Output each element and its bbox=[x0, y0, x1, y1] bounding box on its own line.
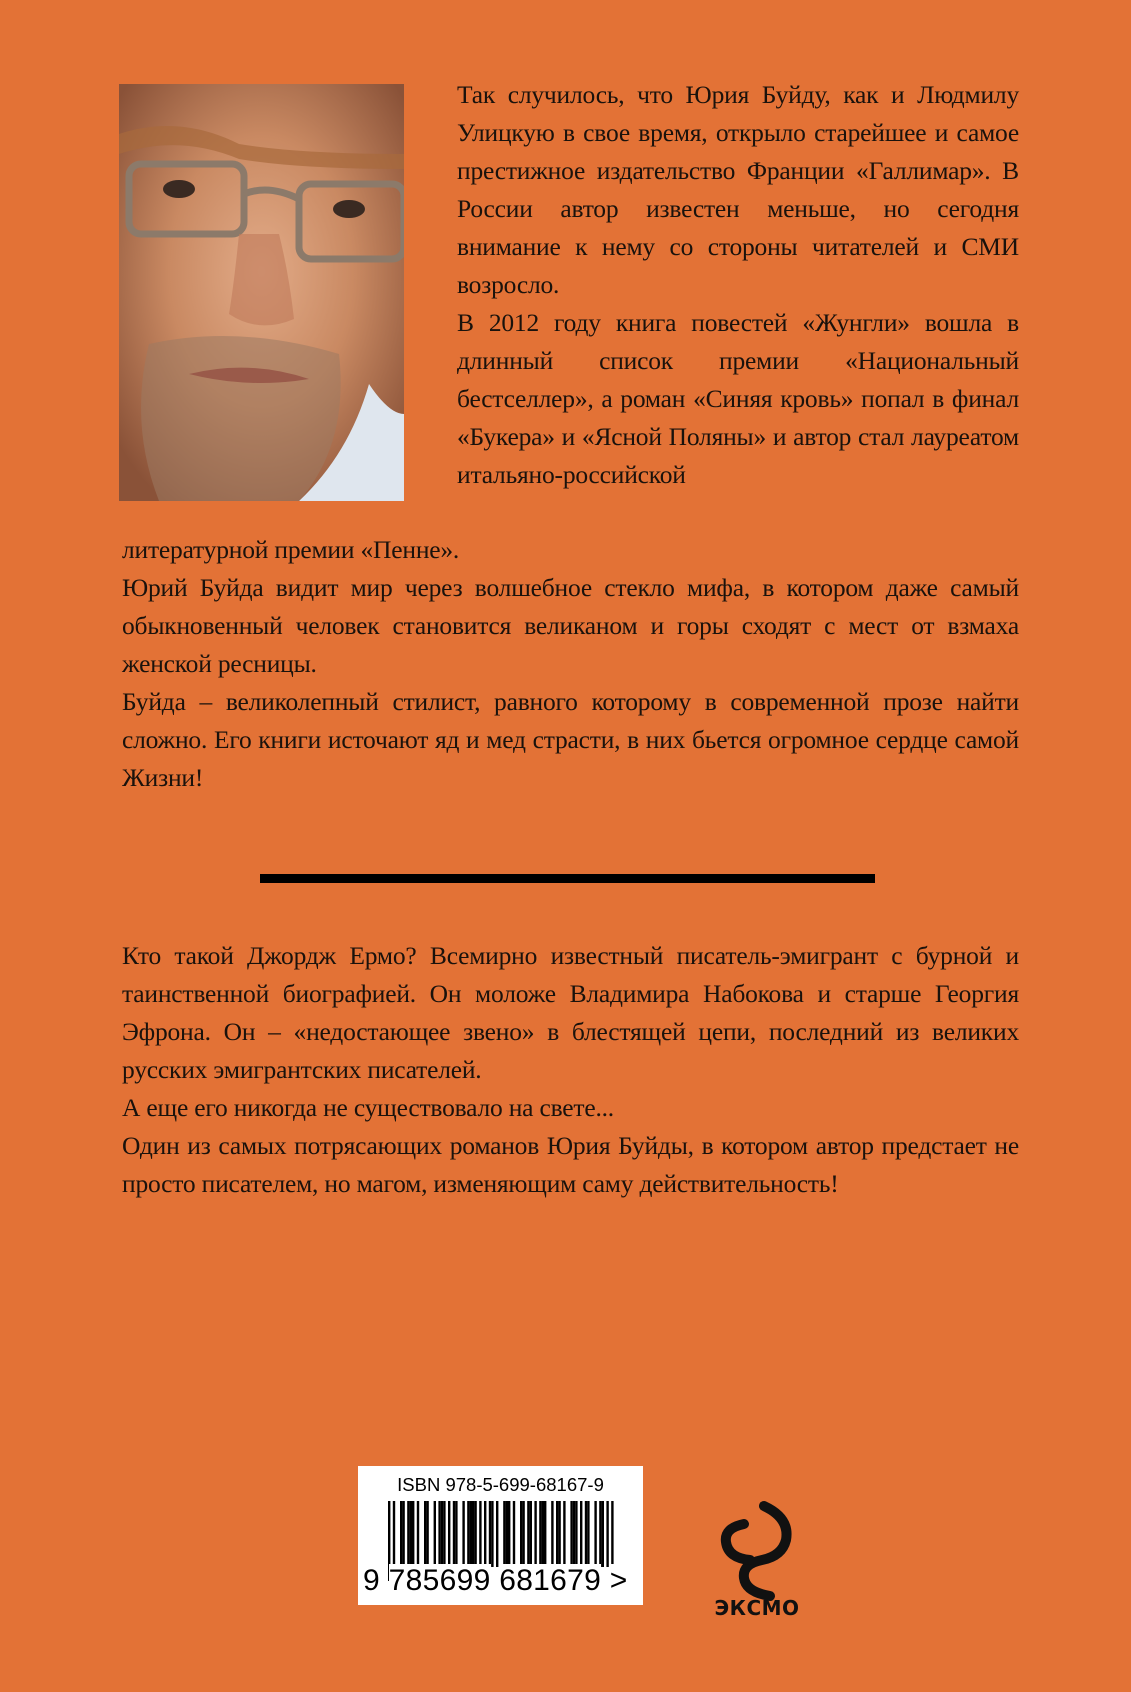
ean-first-digit: 9 bbox=[363, 1564, 380, 1597]
barcode-bar bbox=[599, 1501, 601, 1567]
barcode-bar bbox=[551, 1501, 553, 1567]
barcode-bar bbox=[556, 1501, 558, 1567]
barcode-bar bbox=[426, 1501, 428, 1567]
barcode-bar bbox=[484, 1501, 486, 1567]
barcode-bar bbox=[407, 1501, 409, 1567]
barcode-bar bbox=[424, 1501, 426, 1567]
barcode-bar bbox=[580, 1501, 582, 1567]
barcode-bar bbox=[470, 1501, 472, 1567]
barcode-bar bbox=[575, 1501, 577, 1567]
barcode-bar bbox=[474, 1501, 476, 1567]
barcode-bar bbox=[412, 1501, 414, 1567]
blurb-paragraph: В 2012 году книга повестей «Жунгли» вошла в длинный список премии «Национальный бестселлер», а роман «Синяя кровь» попал в финал «Букера» и «Ясной Поляны» и автор стал лауреатом итальяно-российской bbox=[457, 308, 1019, 489]
blurb-paragraph: Юрий Буйда видит мир через волшебное стекло мифа, в котором даже самый обыкновенный человек становится великаном и горы сходят с мест от взмаха женской ресницы. bbox=[122, 573, 1019, 678]
barcode-bar bbox=[448, 1501, 450, 1567]
barcode-bar bbox=[434, 1501, 436, 1567]
barcode-bar bbox=[513, 1501, 515, 1567]
barcode-bar bbox=[539, 1501, 541, 1567]
ean-digits bbox=[363, 1564, 643, 1598]
barcode-bar bbox=[508, 1501, 510, 1567]
barcode-bar bbox=[587, 1501, 589, 1567]
publisher-logo bbox=[712, 1488, 802, 1618]
isbn-label: ISBN 978-5-699-68167-9 bbox=[397, 1474, 604, 1495]
barcode-bar bbox=[402, 1501, 404, 1567]
section-divider bbox=[260, 874, 875, 883]
barcode-bar bbox=[534, 1501, 536, 1567]
ean-group-2: 681679 bbox=[499, 1564, 602, 1597]
blurb-paragraph: Кто такой Джордж Ермо? Всемирно известный писатель-эмигрант с бурной и таинственной биографией. Он моложе Владимира Набокова и старше Георгия Эфрона. Он – «недостающее звено» в блестящей цепи, последний из великих русских эмигрантских писателей. bbox=[122, 941, 1019, 1084]
ean-end-marker: > bbox=[609, 1564, 628, 1597]
barcode-bar bbox=[472, 1501, 474, 1567]
barcode-bar bbox=[441, 1501, 443, 1567]
barcode-bar bbox=[522, 1501, 524, 1567]
isbn-barcode bbox=[358, 1466, 643, 1605]
barcode-bar bbox=[573, 1501, 575, 1567]
barcode-bar bbox=[467, 1501, 469, 1567]
blurb-paragraph: Так случилось, что Юрия Буйду, как и Людмилу Улицкую в свое время, открыло старейшее и самое престижное издательство Франции «Галлимар». В России автор известен меньше, но сегодня внимание к нему со стороны читателей и СМИ возросло. bbox=[457, 80, 1019, 299]
barcode-bar bbox=[594, 1501, 596, 1567]
blurb-top-right bbox=[457, 76, 1019, 494]
blurb-bottom bbox=[122, 937, 1019, 1203]
barcode-bar bbox=[400, 1501, 402, 1567]
blurb-paragraph: А еще его никогда не существовало на свете... bbox=[122, 1093, 614, 1122]
barcode-bar bbox=[563, 1501, 565, 1567]
barcode-bar bbox=[544, 1501, 546, 1567]
blurb-paragraph: Буйда – великолепный стилист, равного которому в современной прозе найти сложно. Его книги источают яд и мед страсти, в них бьется огромное сердце самой Жизни! bbox=[122, 687, 1019, 792]
blurb-paragraph: Один из самых потрясающих романов Юрия Буйды, в котором автор предстает не просто писателем, но магом, изменяющим саму действительность! bbox=[122, 1131, 1019, 1198]
barcode-bar bbox=[585, 1501, 587, 1567]
author-photo bbox=[119, 84, 404, 501]
author-portrait-image bbox=[119, 84, 404, 501]
barcode-bar bbox=[570, 1501, 572, 1567]
barcode-bar bbox=[462, 1501, 464, 1567]
barcode-bar bbox=[527, 1501, 529, 1567]
ean-group-1: 785699 bbox=[388, 1564, 491, 1597]
barcode-bar bbox=[479, 1501, 481, 1567]
barcode-bar bbox=[496, 1501, 498, 1567]
barcode-bar bbox=[453, 1501, 455, 1567]
barcode-bar bbox=[438, 1501, 440, 1567]
barcode-bar bbox=[606, 1501, 608, 1567]
barcode-bar bbox=[542, 1501, 544, 1567]
blurb-top-full bbox=[122, 531, 1019, 797]
barcode-bar bbox=[530, 1501, 532, 1567]
barcode-bar bbox=[520, 1501, 522, 1567]
barcode-bar bbox=[455, 1501, 457, 1567]
barcode-bar bbox=[417, 1501, 419, 1567]
blurb-paragraph-continuation: литературной премии «Пенне». bbox=[122, 535, 460, 564]
barcode-bar bbox=[491, 1501, 493, 1567]
barcode-bar bbox=[558, 1501, 560, 1567]
publisher-name: ЭКСМО bbox=[714, 1596, 800, 1620]
barcode-bar bbox=[443, 1501, 445, 1567]
barcode-bar bbox=[602, 1501, 604, 1567]
barcode-bar bbox=[410, 1501, 412, 1567]
barcode-bar bbox=[489, 1501, 491, 1567]
